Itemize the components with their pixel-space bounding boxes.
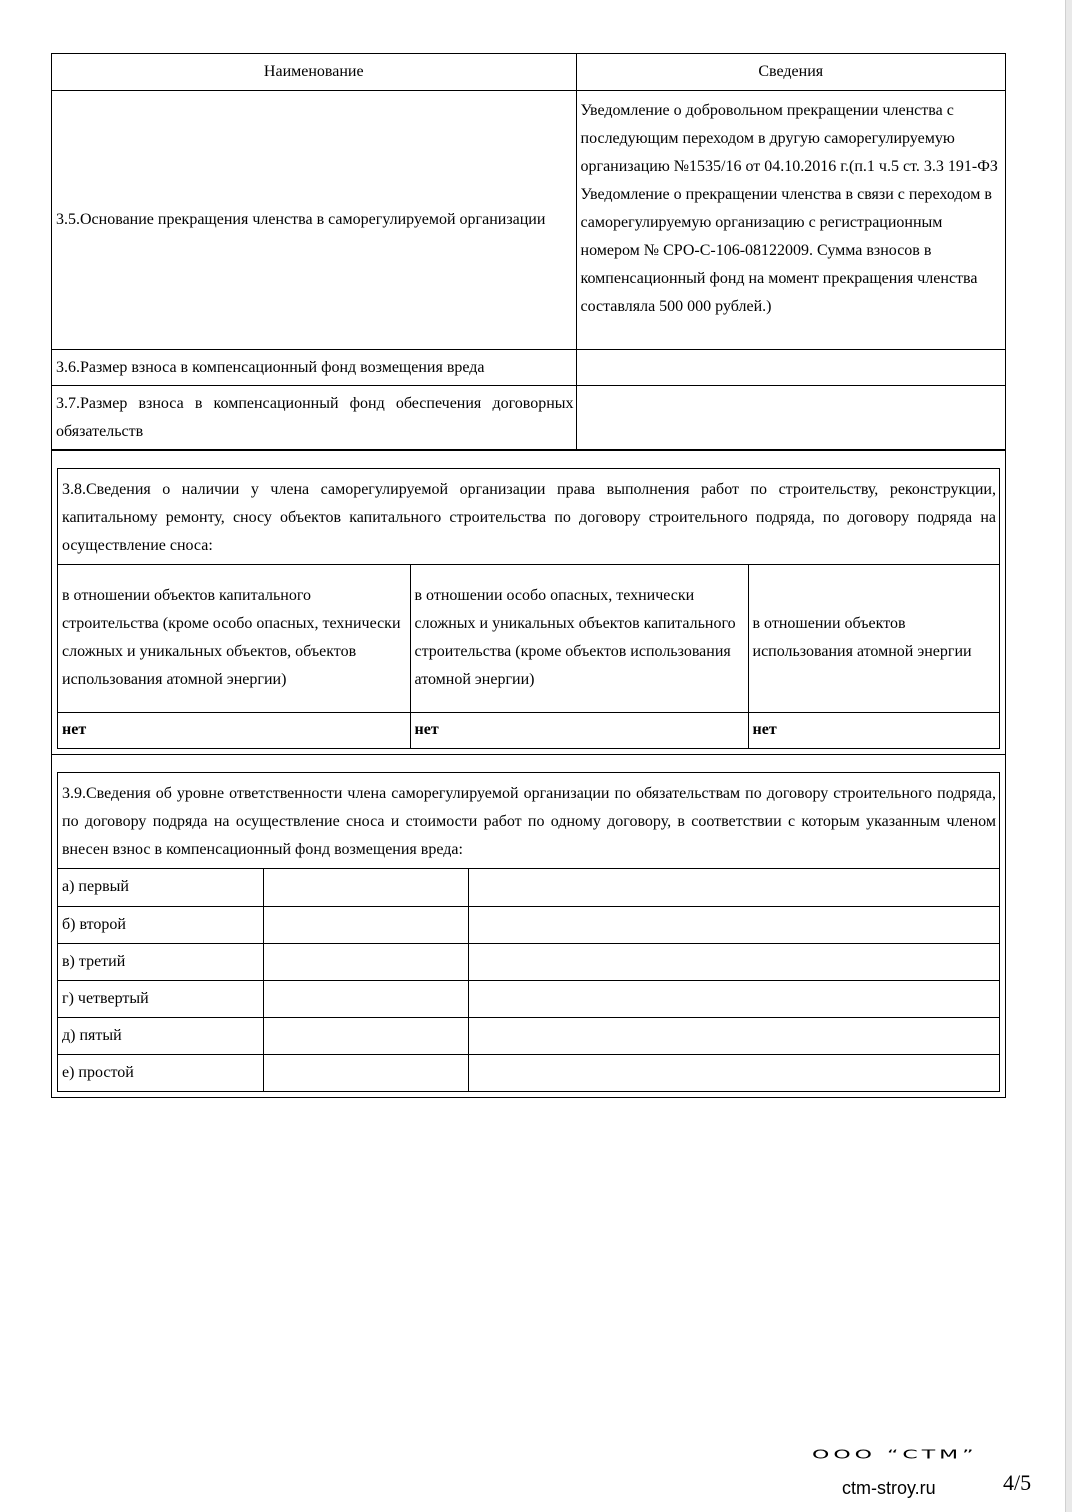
level-label: е) простой [58, 1054, 263, 1091]
table-row [52, 386, 1005, 450]
level-label: в) третий [58, 943, 263, 980]
table-row [58, 1017, 999, 1054]
row-value [576, 386, 1005, 450]
table-row [52, 91, 1005, 350]
level-label: а) первый [58, 869, 263, 906]
level-value [263, 1054, 468, 1091]
level-value [263, 980, 468, 1017]
header-name-cell: Наименование [52, 54, 576, 91]
table-row [58, 980, 999, 1017]
table-row [58, 906, 999, 943]
row-label: 3.6.Размер взноса в компенсационный фонд возмещения вреда [52, 350, 576, 386]
page-number: 4/5 [1003, 1470, 1032, 1495]
row-label-text: 3.5.Основание прекращения членства в саморегулируемой организации [56, 211, 546, 228]
rights-col-nuclear: в отношении объектов использования атомной энергии [748, 565, 999, 712]
scrollbar[interactable] [1065, 0, 1072, 1512]
footer-company: ООО “СТМ” [812, 1448, 978, 1462]
level-label: д) пятый [58, 1017, 263, 1054]
level-label: г) четвертый [58, 980, 263, 1017]
table-row [58, 869, 999, 906]
section-3-9-table [57, 772, 1000, 1092]
row-label [52, 91, 576, 350]
section-3-9-intro: 3.9.Сведения об уровне ответственности члена саморегулируемой организации по обязательствам по договору строительного подряда, по договору подряда на осуществление сноса и стоимости работ по одному договору, в соответствии с которым указанным членом внесен взнос в компенсационный фонд возмещения вреда: [58, 773, 999, 869]
footer-site: ctm-stroy.ru [842, 1478, 936, 1498]
rights-header-row [58, 565, 999, 712]
document-table [51, 53, 1006, 1098]
row-value [576, 350, 1005, 386]
row-value: Уведомление о добровольном прекращении членства с последующим переходом в другую саморегулируемую организацию №1535/16 от 04.10.2016 г.(п.1 ч.5 ст. 3.3 191-ФЗ Уведомление о прекращении членства в связи с переходом в саморегулируемую организацию с регистрационным номером № СРО-С-106-08122009. Сумма взносов в компенсационный фонд на момент прекращения членства составляла 500 000 рублей.) [576, 91, 1005, 350]
section-3-8 [52, 450, 1005, 754]
rights-value-dangerous: нет [410, 712, 748, 748]
responsibility-table [58, 869, 999, 1091]
level-value [263, 943, 468, 980]
level-value [263, 906, 468, 943]
table-row [58, 943, 999, 980]
rights-value-row [58, 712, 999, 748]
section-3-8-intro: 3.8.Сведения о наличии у члена саморегулируемой организации права выполнения работ по строительству, реконструкции, капитальному ремонту, сносу объектов капитального строительства по договору строительного подряда, по договору подряда на осуществление сноса: [58, 469, 999, 565]
rights-value-nuclear: нет [748, 712, 999, 748]
level-extra [468, 943, 999, 980]
table-row [52, 350, 1005, 386]
level-value [263, 869, 468, 906]
section-3-8-table [57, 468, 1000, 749]
level-extra [468, 980, 999, 1017]
level-extra [468, 869, 999, 906]
rights-table [58, 565, 999, 748]
level-extra [468, 1017, 999, 1054]
rights-col-dangerous: в отношении особо опасных, технически сложных и уникальных объектов капитального строительства (кроме объектов использования атомной энергии) [410, 565, 748, 712]
main-table [52, 54, 1005, 450]
table-row [58, 1054, 999, 1091]
rights-value-general: нет [58, 712, 410, 748]
level-extra [468, 906, 999, 943]
rights-col-general: в отношении объектов капитального строительства (кроме особо опасных, технически сложных и уникальных объектов, объектов использования атомной энергии) [58, 565, 410, 712]
header-info-cell: Сведения [576, 54, 1005, 91]
level-value [263, 1017, 468, 1054]
level-extra [468, 1054, 999, 1091]
section-3-9 [52, 754, 1005, 1097]
level-label: б) второй [58, 906, 263, 943]
row-label: 3.7.Размер взноса в компенсационный фонд обеспечения договорных обязательств [52, 386, 576, 450]
table-header-row [52, 54, 1005, 91]
